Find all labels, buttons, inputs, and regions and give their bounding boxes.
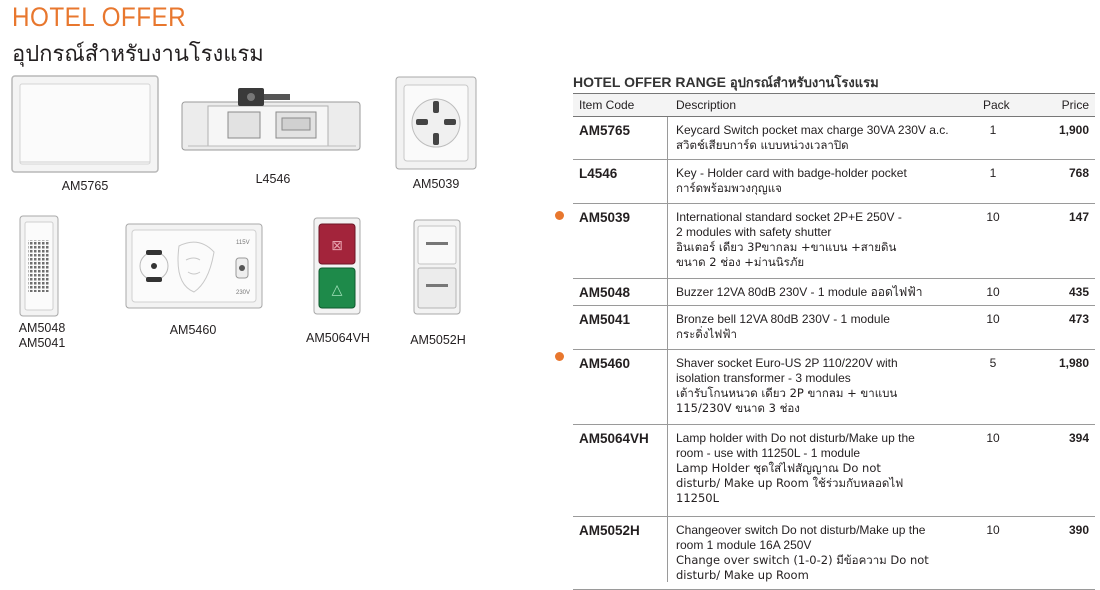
svg-text:△: △	[331, 282, 343, 298]
item-pack: 5	[989, 356, 997, 370]
product-image-am5460	[124, 222, 264, 310]
item-price: 768	[1068, 166, 1089, 180]
page-subtitle: อุปกรณ์สำหรับงานโรงแรม	[12, 42, 264, 67]
item-description: Buzzer 12VA 80dB 230V - 1 module ออดไฟฟ้า	[676, 285, 923, 299]
item-description: Bronze bell 12VA 80dB 230V - 1 module กระดิ่งไฟฟ้า	[676, 312, 890, 341]
table-title-th: อุปกรณ์สำหรับงานโรงแรม	[729, 76, 879, 91]
item-code: AM5064VH	[579, 431, 649, 446]
table-header	[573, 93, 1095, 117]
item-code: AM5765	[579, 123, 631, 138]
table-row	[573, 425, 1095, 517]
item-price: 1,900	[1058, 123, 1089, 137]
caption-am5460: AM5460	[169, 323, 217, 337]
caption-am5064vh: AM5064VH	[306, 331, 370, 345]
new-item-marker	[555, 211, 564, 220]
new-item-marker	[555, 352, 564, 361]
product-image-am5765	[10, 74, 160, 174]
caption-am5041: AM5041	[18, 336, 66, 350]
item-code: AM5460	[579, 356, 631, 371]
item-description: Key - Holder card with badge-holder pocket การ์ดพร้อมพวงกุญแจ	[676, 166, 907, 195]
table-title	[573, 72, 879, 93]
item-pack: 10	[986, 431, 1000, 445]
product-image-am5048	[18, 214, 60, 318]
item-description: Lamp holder with Do not disturb/Make up the room - use with 11250L - 1 module Lamp Holder ชุดใส่ไฟสัญญาณ Do not disturb/ Make up Room ใช้ร่วมกับหลอดไฟ 11250L	[676, 431, 915, 505]
caption-am5052h: AM5052H	[410, 333, 466, 347]
table-row	[573, 350, 1095, 425]
page-title: HOTEL OFFER	[12, 2, 187, 32]
item-pack: 10	[986, 210, 1000, 224]
item-price: 147	[1068, 210, 1089, 224]
caption-am5039: AM5039	[412, 177, 460, 191]
item-description: Keycard Switch pocket max charge 30VA 230V a.c. สวิตช์เสียบการ์ด แบบหน่วงเวลาปิด	[676, 123, 949, 152]
product-image-l4546	[178, 88, 366, 158]
item-code: AM5039	[579, 210, 631, 225]
product-table	[573, 93, 1095, 590]
table-title-en: HOTEL OFFER RANGE	[573, 74, 726, 90]
table-row	[573, 160, 1095, 204]
item-code: AM5048	[579, 285, 631, 300]
item-description: International standard socket 2P+E 250V - 2 modules with safety shutter อินเตอร์ เดียว 3Pขากลม +ขาแบน +สายดิน ขนาด 2 ช่อง +ม่านนิรภัย	[676, 210, 902, 269]
caption-am5765: AM5765	[61, 179, 109, 193]
product-image-am5039	[394, 75, 478, 171]
table-row	[573, 517, 1095, 590]
item-description: Shaver socket Euro-US 2P 110/220V with isolation transformer - 3 modules เต้ารับโกนหนวด เดียว 2P ขากลม + ขาแบน 115/230V ขนาด 3 ช่อง	[676, 356, 898, 415]
item-code: L4546	[579, 166, 618, 181]
item-pack: 1	[989, 166, 997, 180]
product-image-am5064vh	[312, 216, 362, 316]
table-row	[573, 306, 1095, 350]
caption-l4546: L4546	[255, 172, 291, 186]
item-price: 1,980	[1058, 356, 1089, 370]
item-pack: 10	[986, 523, 1000, 537]
header-pack: Pack	[983, 98, 1010, 112]
table-row	[573, 117, 1095, 160]
item-pack: 10	[986, 285, 1000, 299]
svg-text:230V: 230V	[236, 290, 251, 296]
table-row	[573, 279, 1095, 306]
header-price: Price	[1061, 98, 1089, 112]
item-pack: 10	[986, 312, 1000, 326]
svg-text:115V: 115V	[236, 240, 250, 246]
header-item-code: Item Code	[579, 98, 635, 112]
table-row	[573, 204, 1095, 279]
item-code: AM5041	[579, 312, 631, 327]
product-image-am5052h	[412, 218, 462, 316]
item-price: 394	[1068, 431, 1089, 445]
item-pack: 1	[989, 123, 997, 137]
svg-text:⊠: ⊠	[331, 238, 343, 254]
header-description: Description	[676, 98, 737, 112]
caption-am5048: AM5048	[18, 321, 66, 335]
item-price: 473	[1068, 312, 1089, 326]
item-description: Changeover switch Do not disturb/Make up the room 1 module 16A 250V Change over switch (1-0-2) มีข้อความ Do not disturb/ Make up Room	[676, 523, 929, 582]
item-code: AM5052H	[579, 523, 640, 538]
item-price: 435	[1068, 285, 1089, 299]
item-price: 390	[1068, 523, 1089, 537]
